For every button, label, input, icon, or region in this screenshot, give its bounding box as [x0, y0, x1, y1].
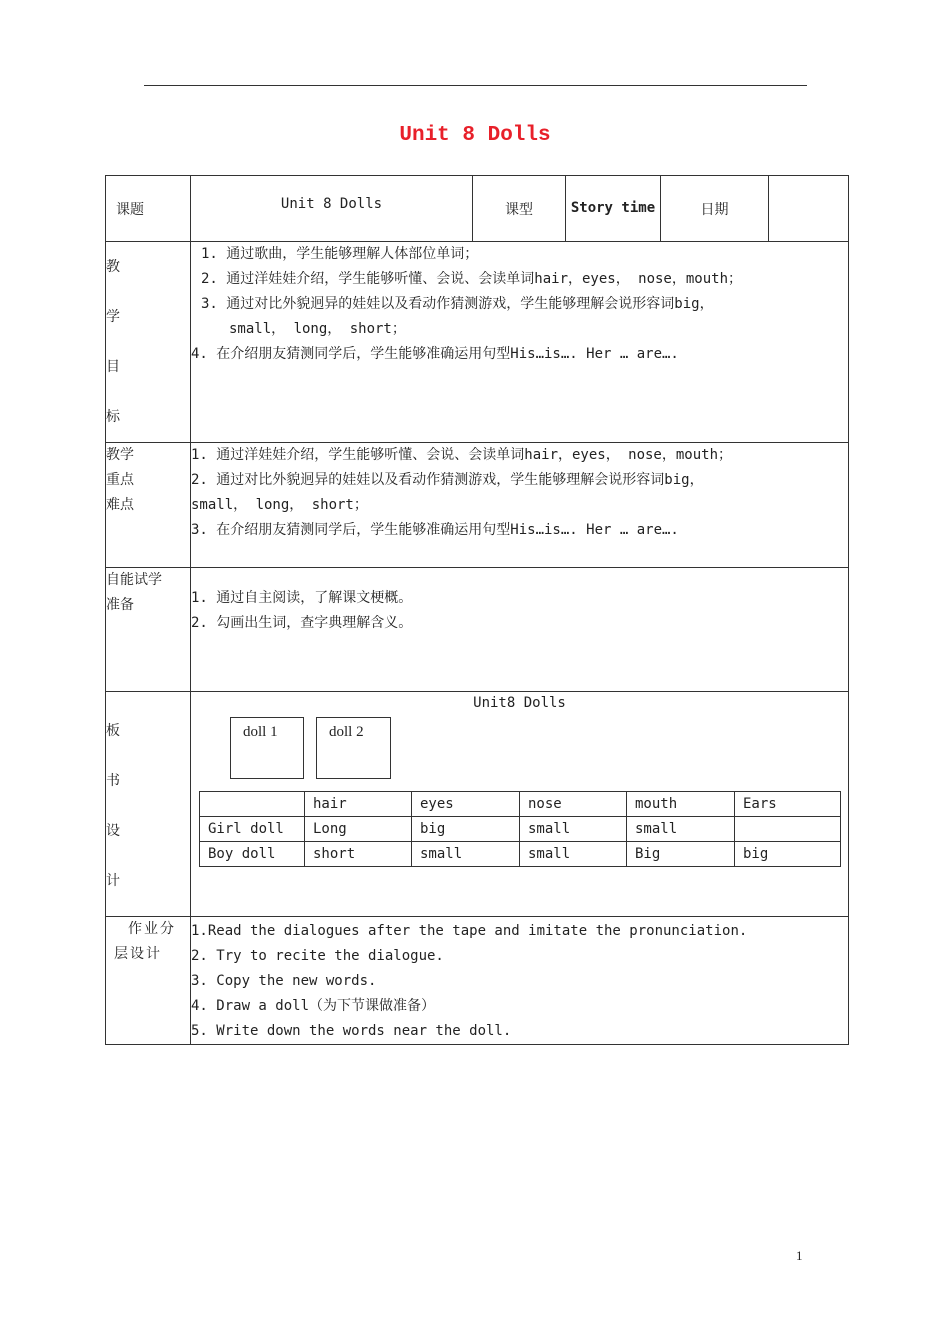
doll-2-box: doll 2 — [316, 717, 391, 779]
key-points-label: 教学 重点 难点 — [106, 443, 191, 568]
objectives-list — [191, 242, 849, 443]
table-row — [200, 842, 841, 867]
self-study-label: 自能试学 准备 — [106, 568, 191, 692]
list-item: 2. 通过对比外貌迥异的娃娃以及看动作猜测游戏，学生能够理解会说形容词big， — [191, 472, 704, 488]
lesson-plan-table — [105, 175, 849, 1045]
list-item: 5. Write down the words near the doll. — [191, 1023, 512, 1039]
list-item: 2. 通过洋娃娃介绍，学生能够听懂、会说、会读单词hair，eyes， nose，mouth； — [201, 271, 743, 287]
key-points-list — [191, 443, 849, 568]
board-title: Unit8 Dolls — [473, 695, 566, 711]
homework-list — [191, 917, 849, 1045]
date-value — [769, 176, 849, 242]
doll-1-box: doll 1 — [230, 717, 304, 779]
topic-value: Unit 8 Dolls — [191, 176, 473, 242]
table-cell: Big — [627, 842, 735, 867]
list-item: 4. 在介绍朋友猜测同学后，学生能够准确运用句型His…is…. Her … are…. — [191, 346, 679, 362]
list-item: 1.Read the dialogues after the tape and imitate the pronunciation. — [191, 923, 748, 939]
homework-label: 作业分 层设计 — [106, 917, 191, 1045]
board-label: 板 书 设 计 — [106, 692, 191, 917]
topic-label: 课题 — [106, 176, 191, 242]
list-item: small， long， short； — [229, 321, 406, 337]
table-cell: short — [305, 842, 412, 867]
table-cell: small — [520, 842, 627, 867]
table-cell: small — [520, 817, 627, 842]
list-item: 1. 通过歌曲，学生能够理解人体部位单词； — [201, 246, 479, 262]
list-item: 3. 在介绍朋友猜测同学后，学生能够准确运用句型His…is…. Her … are…. — [191, 522, 679, 538]
page-title: Unit 8 Dolls — [399, 124, 551, 147]
date-label: 日期 — [661, 176, 769, 242]
list-item: 3. Copy the new words. — [191, 973, 377, 989]
table-row — [200, 817, 841, 842]
header-row — [106, 176, 849, 242]
objectives-row — [106, 242, 849, 443]
table-cell: Ears — [735, 792, 841, 817]
list-item: small， long， short； — [191, 497, 368, 513]
table-cell: nose — [520, 792, 627, 817]
table-cell: big — [735, 842, 841, 867]
table-cell: mouth — [627, 792, 735, 817]
table-cell — [200, 792, 305, 817]
table-cell — [735, 817, 841, 842]
list-item: 2. 勾画出生词，查字典理解含义。 — [191, 615, 413, 631]
table-header-row — [200, 792, 841, 817]
list-item: 2. Try to recite the dialogue. — [191, 948, 444, 964]
list-item: 1. 通过洋娃娃介绍，学生能够听懂、会说、会读单词hair，eyes， nose，mouth； — [191, 447, 733, 463]
table-cell: small — [627, 817, 735, 842]
table-cell: hair — [305, 792, 412, 817]
list-item: 3. 通过对比外貌迥异的娃娃以及看动作猜测游戏，学生能够理解会说形容词big， — [201, 296, 714, 312]
page-number: 1 — [796, 1248, 803, 1263]
self-study-list — [191, 568, 849, 692]
table-cell: small — [412, 842, 520, 867]
homework-row — [106, 917, 849, 1045]
body-parts-table — [199, 791, 841, 867]
list-item: 1. 通过自主阅读，了解课文梗概。 — [191, 590, 413, 606]
header-rule — [144, 85, 807, 86]
table-cell: Boy doll — [200, 842, 305, 867]
table-cell: Girl doll — [200, 817, 305, 842]
board-design — [191, 692, 849, 917]
type-label: 课型 — [473, 176, 566, 242]
table-cell: eyes — [412, 792, 520, 817]
type-value: Story time — [566, 176, 661, 242]
board-row — [106, 692, 849, 917]
key-points-row — [106, 443, 849, 568]
list-item: 4. Draw a doll（为下节课做准备） — [191, 998, 436, 1014]
table-cell: Long — [305, 817, 412, 842]
table-cell: big — [412, 817, 520, 842]
objectives-label: 教 学 目 标 — [106, 242, 191, 443]
self-study-row — [106, 568, 849, 692]
